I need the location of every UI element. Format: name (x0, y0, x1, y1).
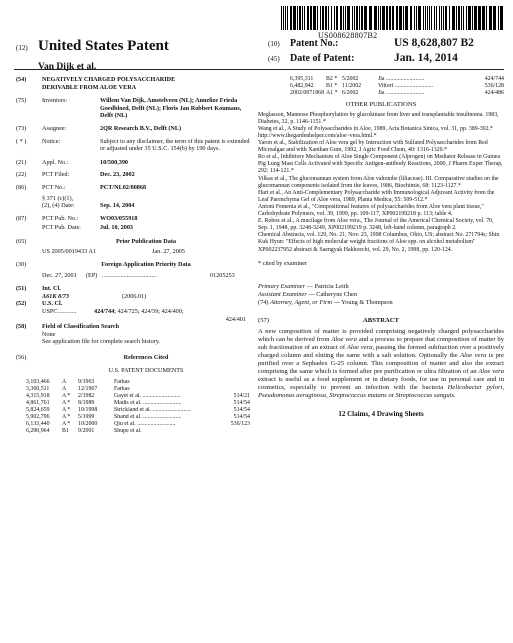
foreign-country: (EP) (86, 271, 98, 279)
reference-no: 4,861,761 (26, 399, 50, 406)
reference-kind: A * (62, 420, 71, 427)
other-heading: OTHER PUBLICATIONS (345, 100, 417, 108)
reference-row (26, 393, 250, 400)
species-name: Aloe vera (478, 368, 504, 376)
primary-examiner-label: Primary Examiner (258, 282, 306, 290)
barcode-bar (361, 6, 363, 30)
header-divider (14, 69, 504, 70)
barcode-bar (493, 6, 496, 30)
reference-date: 8/1989 (78, 399, 95, 406)
reference-no: 5,824,659 (26, 406, 50, 413)
barcode-bar (297, 6, 298, 30)
abstract-heading: ABSTRACT (363, 316, 399, 324)
barcode-bar (345, 6, 346, 30)
barcode-bar (410, 6, 412, 30)
patent-no-code: (10) (268, 40, 280, 48)
claims-summary: 12 Claims, 4 Drawing Sheets (338, 410, 424, 419)
reference-date: 6/2002 (342, 89, 359, 96)
barcode (281, 6, 503, 30)
patent-no-label: Patent No.: (290, 38, 339, 49)
barcode-bar (352, 6, 353, 30)
other-publication: Chemical Abstracts, vol. 129, No. 21, Nov. 23, 1998 Columbus, Ohio, US; abstract No. 271794s; Shin Kuk Hyun: "Effects of high molecular weight fractions of Aloe spp. on alcohol metabolism" XP002237952 abstract & Saengyak Hakhoechi, vol. 29, No. 2, 1998, pp. 120-124. (258, 232, 500, 253)
patent-date: Jan. 14, 2014 (394, 52, 458, 64)
reference-cls: 514/21 (233, 393, 250, 400)
barcode-bar (452, 6, 455, 30)
pct-filed-code: (22) (16, 171, 27, 179)
reference-no: 3,103,466 (26, 379, 50, 386)
s371-label: § 371 (c)(1), (42, 194, 74, 202)
authors: Van Dijk et al. (38, 62, 97, 72)
reference-kind: A * (62, 399, 71, 406)
barcode-bar (299, 6, 301, 30)
reference-name: Jia .......................... (378, 76, 425, 82)
reference-row (26, 400, 250, 407)
inventors-label: Inventors: (42, 97, 68, 105)
barcode-bar (283, 6, 284, 30)
barcode-bar (354, 6, 355, 30)
species-name: Aloe vera (346, 343, 373, 351)
assignee-label: Assignee: (42, 124, 67, 132)
barcode-bar (334, 6, 335, 30)
reference-row (26, 428, 250, 435)
barcode-bar (386, 6, 388, 30)
reference-kind: A1 * (326, 89, 338, 96)
reference-no: 5,902,796 (26, 413, 50, 420)
barcode-bar (331, 6, 332, 30)
other-publication: Vilkas et al., The glucomannan system from Aloe vahombe (liliaceae). III. Comparative studies on the glucomannan components isolated from the leaves, 1986, Biochimie, 68: 1123-1127.* (258, 175, 499, 189)
reference-kind: A * (62, 406, 71, 413)
barcode-bar (486, 6, 487, 30)
other-publication: Ro et al., Inhibitory Mechanism of Aloe Single Component (Alprogen) on Mediator Release in Guinea Pig Lung Mast Cells Activated with Specific Antigen-antibody Reactions, 2000, J Pharm Exper Therap, 292: 114-121.* (258, 154, 503, 175)
s371-date: Sep. 14, 2004 (100, 202, 135, 210)
barcode-bar (472, 6, 473, 30)
other-publication: http://www.thegardenhelper.com/aloe~vera.html.* (258, 133, 377, 139)
reference-date: 9/1963 (78, 379, 95, 386)
barcode-bar (458, 6, 460, 30)
date-code: (45) (268, 55, 280, 63)
species-name: Helicobacter pylori (447, 384, 503, 392)
attorney: — Young & Thompson (333, 298, 393, 306)
reference-date: 11/2002 (342, 82, 362, 89)
pub-no-code: (87) (16, 214, 27, 222)
barcode-bar (374, 6, 377, 30)
intcl-class: A61K 8/73 (42, 292, 69, 300)
reference-cls (192, 428, 250, 435)
pub-no-label: PCT Pub. No.: (42, 214, 79, 222)
barcode-bar (307, 6, 309, 30)
pub-date: Jul. 10, 2003 (100, 224, 134, 232)
appl-no: 10/500,390 (100, 158, 129, 166)
refs-heading: References Cited (123, 354, 169, 362)
reference-date: 9/2001 (78, 427, 95, 434)
reference-no: 2002/0071868 (290, 89, 325, 96)
barcode-bar (482, 6, 485, 30)
invention-title: NEGATIVELY CHARGED POLYSACCHARIDE DERIVABLE FROM ALOE VERA (42, 76, 176, 91)
appl-label: Appl. No.: (42, 158, 69, 166)
field-note: See application file for complete search history. (42, 338, 160, 346)
barcode-bar (449, 6, 450, 30)
attorney-code: (74) (258, 298, 269, 306)
reference-row (26, 379, 250, 386)
reference-name: Madis et al. .......................... (114, 399, 182, 406)
reference-cls: 536/128 (484, 82, 504, 89)
reference-cls: 514/54 (233, 399, 250, 406)
uspc-main: 424/744 (94, 308, 115, 316)
cited-by: * cited by examiner (258, 259, 307, 267)
barcode-bar (498, 6, 499, 30)
other-publication: Antoni Femenia et al., "Compositional features of polysaccharides from Aloe vera plant tissue," Carbohydrate Polymers, vol. 39, 1999, pp. 109-117, XP002199218 p. 113; table 4. (258, 203, 484, 218)
barcode-bar (320, 6, 321, 30)
reference-date: 5/2002 (342, 76, 359, 82)
barcode-bar (468, 6, 471, 30)
species-name: Pseudomonas aeruginosa (258, 392, 326, 400)
barcode-bar (414, 6, 415, 30)
refs-code: (56) (16, 354, 27, 362)
reference-kind: B2 * (326, 76, 338, 82)
barcode-bar (445, 6, 447, 30)
barcode-bar (425, 6, 426, 30)
reference-name: Qiu et al. .......................... (114, 420, 176, 427)
other-publication: E. Roboz et al., A mucilage from Aloe vera., The Journal of the Americal Chemical Society, vol. 70, Sep. 1, 1948, pp. 3248-3249, XP002199219 p. 3248, left-hand column, paragraph 2. (258, 218, 494, 232)
reference-name: Jia .......................... (378, 89, 425, 96)
barcode-bar (466, 6, 467, 30)
species-name: Aloe vera (460, 351, 487, 359)
barcode-bar (340, 6, 342, 30)
barcode-bar (285, 6, 286, 30)
inventors: Willem Van Dijk, Amstelveen (NL); Annelize Frieda Goedbloed, Delft (NL); Floris Jan Robbert Koumans, Delft (NL) (100, 97, 242, 120)
kind-code: (12) (16, 44, 28, 52)
right-column (258, 76, 504, 418)
barcode-bar (431, 6, 432, 30)
barcode-bar (403, 6, 404, 30)
uspc-rest: ; 424/725; 424/59; 424/400; (114, 308, 184, 316)
barcode-bar (343, 6, 344, 30)
uspc-label: USPC (42, 308, 58, 316)
barcode-bar (423, 6, 424, 30)
reference-cls (192, 379, 250, 386)
reference-kind: B1 (62, 427, 69, 434)
barcode-bar (287, 6, 288, 30)
species-name: Streptococcus mutans (329, 392, 387, 400)
reference-cls: 514/54 (233, 413, 250, 420)
barcode-bar (322, 6, 324, 30)
field-label: Field of Classification Search (42, 323, 120, 331)
foreign-dots: ................................... (102, 271, 157, 279)
assignee-code: (73) (16, 124, 27, 132)
barcode-bar (328, 6, 329, 30)
barcode-bar (325, 6, 327, 30)
reference-no: 6,290,964 (26, 427, 50, 434)
date-label: Date of Patent: (290, 53, 355, 64)
patent-no: US 8,628,807 B2 (394, 37, 474, 49)
barcode-bar (382, 6, 385, 30)
other-publication: Meglasson, Mannose Phosphorylation by glucokinase from liver and transplantable insulinoma. 1983, Diabetes, 32, p. 1146-1151.* (258, 111, 499, 125)
barcode-bar (461, 6, 462, 30)
reference-no: 3,360,511 (26, 386, 50, 393)
barcode-bar (369, 6, 372, 30)
primary-examiner: — Patricia Leith (306, 282, 349, 290)
barcode-bar (359, 6, 360, 30)
barcode-bar (474, 6, 477, 30)
barcode-bar (434, 6, 435, 30)
uspc-dots: ............ (58, 308, 77, 316)
barcode-bar (313, 6, 316, 30)
reference-name: Shand et al. .......................... (114, 413, 182, 420)
barcode-bar (317, 6, 318, 30)
reference-date: 2/1982 (78, 393, 95, 400)
barcode-bar (336, 6, 338, 30)
other-publication: Hart et al., An Anti-Complementary Polysaccharide with Immunological Adjuvant Activity from the Leaf Parenchyma Gel of Aloe vera, 1989, Planta Medica, 55: 509-512.* (258, 189, 495, 203)
reference-kind: A * (62, 413, 71, 420)
barcode-bar (436, 6, 437, 30)
reference-row (26, 407, 250, 414)
field-code: (58) (16, 323, 27, 331)
reference-cls: 536/123 (230, 420, 250, 427)
foreign-code: (30) (16, 261, 27, 269)
notice-code: ( * ) (16, 137, 27, 145)
reference-row (26, 414, 250, 421)
uspc-rest2: 424/401 (225, 315, 246, 323)
pct-no-code: (86) (16, 183, 27, 191)
s371-label2: (2), (4) Date: (42, 202, 75, 210)
us-docs-heading: U.S. PATENT DOCUMENTS (108, 366, 184, 374)
reference-no: 6,133,440 (26, 420, 50, 427)
prior-code: (65) (16, 237, 27, 245)
barcode-bar (463, 6, 464, 30)
country-title: United States Patent (38, 38, 169, 54)
barcode-bar (429, 6, 430, 30)
barcode-bar (389, 6, 391, 30)
reference-no: 6,482,942 (290, 82, 314, 89)
abstract-text: A new composition of matter is provided comprising negatively charged polysaccharides which can be derived from Aloe vera and a process to prepare that composition of matter by sub fractionation of an extract of Aloe vera, passing the formed subfraction over a positively charged column and eluting the same with a salt solution. Optionally the Aloe vera is pre purified over a Sephadex G-25 column. This composition of matter and also the extract comprising the same which is formed after pre purification or ultra filtration of an Aloe vera extract is useful as a food supplement or in dietary foods, for use in personal care and in cosmetics, especially to prevent an infection with the bacteria Helicobacter pylori, Pseudomonas aeruginosa, Streptococcus mutans or Streptococcus sanguis. (258, 327, 504, 400)
reference-name: Shupe et al. (114, 427, 142, 434)
other-publication: Wang et al., A Study of Polysaccharides in Aloe, 1989, Acta Botanica Sinica, vol. 31, pp. 389-392.* (258, 125, 493, 132)
barcode-bar (500, 6, 503, 30)
uscl-code: (52) (16, 300, 27, 308)
reference-row (26, 421, 250, 428)
prior-date: Jan. 27, 2005 (152, 247, 185, 255)
reference-kind: A (62, 386, 67, 393)
barcode-bar (304, 6, 305, 30)
species-name: Streptococcus sanguis (395, 392, 455, 400)
reference-row (26, 386, 250, 393)
inventors-code: (75) (16, 97, 27, 105)
uscl-label: U.S. Cl. (42, 300, 63, 308)
barcode-bar (356, 6, 358, 30)
reference-date: 12/1967 (78, 386, 98, 393)
left-column (16, 76, 250, 434)
species-name: Aloe vera (331, 335, 357, 343)
reference-kind: B1 * (326, 82, 338, 89)
notice: Subject to any disclaimer, the term of this patent is extended or adjusted under 35 U.S.C. 154(b) by 190 days. (100, 137, 250, 153)
pub-no: WO03/055918 (100, 214, 138, 222)
barcode-bar (293, 6, 296, 30)
barcode-bar (364, 6, 367, 30)
barcode-bar (418, 6, 421, 30)
abstract-code: (57) (258, 316, 269, 324)
assistant-examiner: — Catheryne Chen (308, 290, 358, 298)
reference-row (290, 83, 504, 90)
other-publications (258, 112, 504, 254)
intcl-year: (2006.01) (122, 292, 147, 300)
pct-no: PCT/NL02/00868 (100, 183, 147, 191)
barcode-bar (443, 6, 444, 30)
reference-kind: A * (62, 393, 71, 400)
field-value: None (42, 330, 56, 338)
barcode-bar (441, 6, 442, 30)
barcode-bar (439, 6, 440, 30)
assistant-examiner-label: Assistant Examiner (258, 290, 307, 298)
header-right (268, 37, 474, 67)
notice-label: Notice: (42, 137, 61, 145)
assignee: 2QR Research B.V., Delft (NL) (100, 124, 182, 132)
barcode-bar (392, 6, 394, 30)
right-refs-list (258, 76, 504, 97)
pct-filed: Dec. 23, 2002 (100, 171, 135, 179)
pct-no-label: PCT No.: (42, 183, 66, 191)
reference-name: Vittori .......................... (378, 82, 434, 89)
title-code: (54) (16, 76, 27, 83)
us-refs-list (16, 379, 250, 434)
reference-cls (192, 386, 250, 393)
barcode-number: US008628807B2 (318, 31, 378, 40)
reference-cls: 424/486 (484, 89, 504, 96)
barcode-bar (310, 6, 312, 30)
prior-heading: Prior Publication Data (115, 237, 177, 245)
barcode-bar (347, 6, 350, 30)
attorney-label: Attorney, Agent, or Firm (270, 298, 333, 306)
barcode-bar (290, 6, 292, 30)
barcode-bar (399, 6, 402, 30)
reference-row (290, 90, 504, 97)
prior-no: US 2005/0019433 A1 (42, 247, 96, 255)
barcode-bar (405, 6, 408, 30)
reference-no: 4,315,918 (26, 393, 50, 400)
reference-name: Farkas (114, 379, 130, 386)
barcode-bar (478, 6, 481, 30)
barcode-bar (489, 6, 492, 30)
reference-cls: 424/744 (484, 76, 504, 82)
foreign-heading: Foreign Application Priority Data (101, 261, 191, 269)
other-publication: Yaron et al., Stabilization of Aloe vera gel by Interaction with Sulfated Polysaccharides from Red Microalgae and with Xanthan Gum, 1992, J Agric Food Chem, 40: 1316-1320.* (258, 140, 488, 154)
intcl-code: (51) (16, 285, 27, 293)
barcode-bar (302, 6, 303, 30)
reference-date: 10/2000 (78, 420, 98, 427)
pct-filed-label: PCT Filed: (42, 171, 70, 179)
barcode-bar (378, 6, 379, 30)
barcode-bar (427, 6, 428, 30)
foreign-no: 01205253 (210, 271, 235, 279)
reference-kind: A (62, 379, 67, 386)
barcode-bar (396, 6, 398, 30)
reference-date: 10/1998 (78, 406, 98, 413)
reference-row (290, 76, 504, 83)
barcode-bar (281, 6, 282, 30)
reference-date: 5/1999 (78, 413, 95, 420)
barcode-bar (380, 6, 381, 30)
foreign-date: Dec. 27, 2001 (42, 271, 77, 279)
reference-no: 6,395,311 (290, 76, 314, 82)
intcl-label: Int. Cl. (42, 285, 61, 293)
appl-code: (21) (16, 158, 27, 166)
reference-name: Farkas (114, 386, 130, 393)
reference-cls: 514/54 (233, 406, 250, 413)
reference-name: Strickland et al. .......................... (114, 406, 191, 413)
barcode-bar (416, 6, 417, 30)
barcode-bar (456, 6, 457, 30)
reference-name: Gayet et al. .......................... (114, 393, 181, 400)
pub-date-label: PCT Pub. Date: (42, 224, 81, 232)
